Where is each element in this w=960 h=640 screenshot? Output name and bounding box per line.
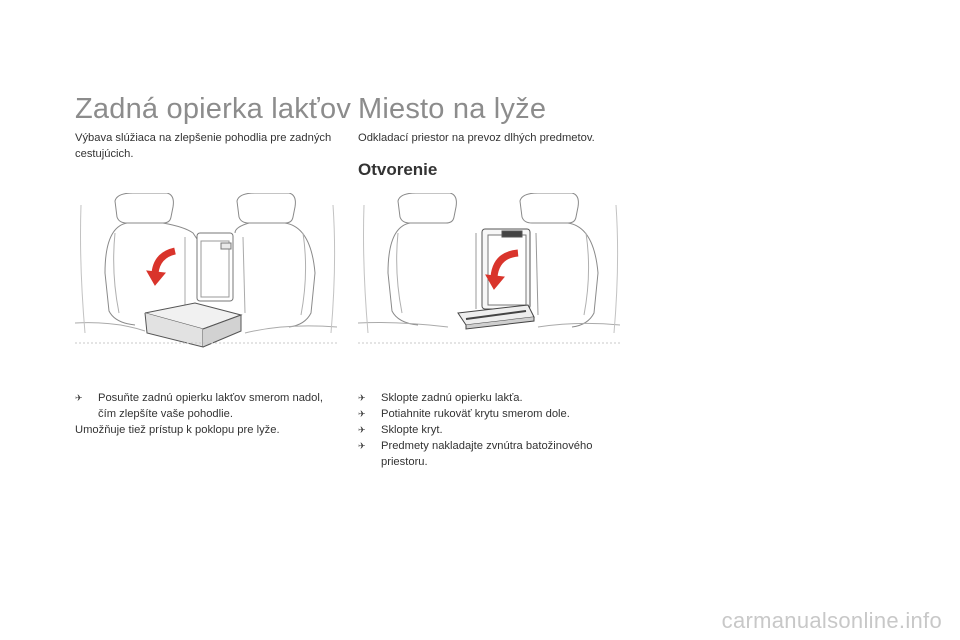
list-item: ✈ Sklopte kryt. xyxy=(358,424,443,436)
armrest-note: Umožňuje tiež prístup k poklopu pre lyže. xyxy=(75,424,280,436)
armrest-steps xyxy=(75,390,337,422)
bullet-icon: ✈ xyxy=(75,393,83,403)
bullet-icon: ✈ xyxy=(358,441,366,451)
list-item: ✈ Potiahnite rukoväť krytu smerom dole. xyxy=(358,408,570,420)
watermark: carmanualsonline.info xyxy=(721,608,942,633)
ski-steps xyxy=(358,390,628,470)
list-item: ✈ Predmety nakladajte zvnútra batožinového priestoru. xyxy=(358,440,593,468)
armrest-illustration xyxy=(75,193,337,349)
ski-lead: Odkladací priestor na prevoz dlhých predmetov. xyxy=(358,132,595,144)
bullet-icon: ✈ xyxy=(358,409,366,419)
bullet-icon: ✈ xyxy=(358,425,366,435)
armrest-title: Zadná opierka lakťov xyxy=(75,93,352,125)
list-item: ✈ Sklopte zadnú opierku lakťa. xyxy=(358,392,523,404)
ski-illustration xyxy=(358,193,620,349)
ski-title: Miesto na lyže xyxy=(358,93,547,125)
bullet-icon: ✈ xyxy=(358,393,366,403)
opening-subheading: Otvorenie xyxy=(358,160,438,179)
armrest-lead: Výbava slúžiaca na zlepšenie pohodlia pre zadných cestujúcich. xyxy=(75,132,332,160)
list-item: ✈ Posuňte zadnú opierku lakťov smerom nadol, čím zlepšíte vaše pohodlie. xyxy=(75,392,323,420)
